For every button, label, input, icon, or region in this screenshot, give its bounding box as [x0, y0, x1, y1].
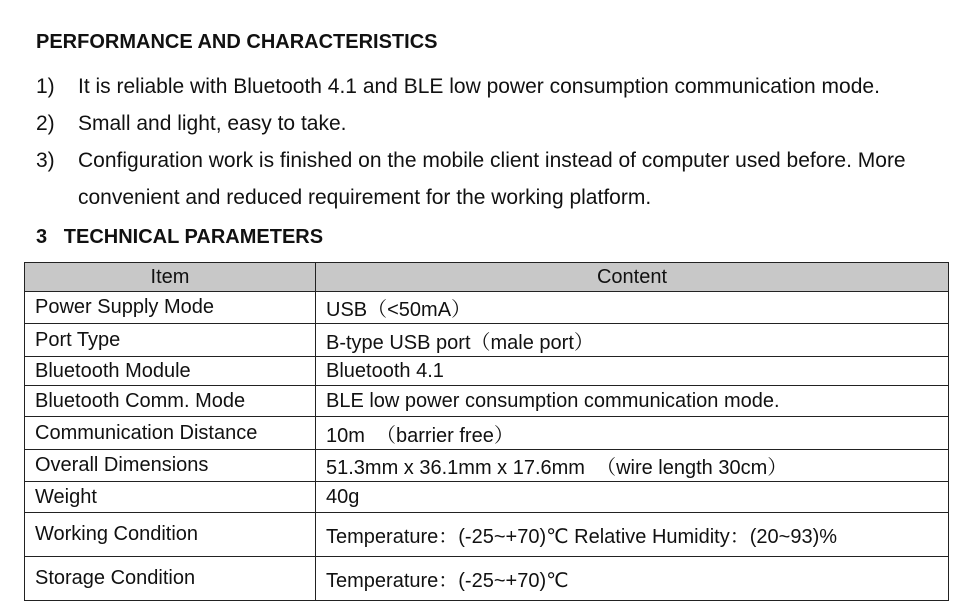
column-header-content: Content — [316, 263, 949, 292]
table-row — [25, 417, 949, 450]
table-row — [25, 386, 949, 417]
column-header-item: Item — [25, 263, 316, 292]
table-cell-item: Communication Distance — [25, 417, 316, 450]
table-cell-content: Bluetooth 4.1 — [316, 357, 949, 386]
table-cell-content: 40g — [316, 482, 949, 513]
list-item — [36, 105, 346, 142]
list-item — [36, 142, 906, 216]
performance-heading: PERFORMANCE AND CHARACTERISTICS — [36, 31, 438, 53]
list-item-line: Configuration work is finished on the mobile client instead of computer used before. More — [78, 149, 906, 172]
table-cell-item: Bluetooth Comm. Mode — [25, 386, 316, 417]
list-item-text — [78, 142, 906, 216]
table-cell-content: Temperature：(-25~+70)℃ Relative Humidity：(20~93)% — [316, 513, 949, 557]
table-cell-item: Overall Dimensions — [25, 450, 316, 482]
table-row — [25, 324, 949, 357]
table-cell-content: BLE low power consumption communication mode. — [316, 386, 949, 417]
list-item-text — [78, 68, 880, 105]
list-item-number: 1) — [36, 75, 55, 98]
table-cell-item: Working Condition — [25, 513, 316, 557]
table-cell-content: Temperature：(-25~+70)℃ — [316, 557, 949, 601]
parameters-table — [24, 262, 949, 601]
table-row — [25, 513, 949, 557]
list-item-line: convenient and reduced requirement for the working platform. — [78, 186, 652, 209]
list-item-line: Small and light, easy to take. — [78, 112, 347, 135]
list-item-text — [78, 105, 346, 142]
table-cell-item: Storage Condition — [25, 557, 316, 601]
table-cell-item: Port Type — [25, 324, 316, 357]
table-cell-item: Bluetooth Module — [25, 357, 316, 386]
table-row — [25, 482, 949, 513]
list-item — [36, 68, 880, 105]
list-item-line: It is reliable with Bluetooth 4.1 and BLE low power consumption communication mode. — [78, 75, 880, 98]
table-header-row — [25, 263, 949, 292]
technical-heading: 3 TECHNICAL PARAMETERS — [36, 226, 324, 248]
table-cell-content: USB（<50mA） — [316, 292, 949, 324]
table-row — [25, 557, 949, 601]
table-row — [25, 450, 949, 482]
table-cell-item: Weight — [25, 482, 316, 513]
table-row — [25, 292, 949, 324]
list-item-number: 3) — [36, 149, 55, 172]
table-cell-content: 51.3mm x 36.1mm x 17.6mm （wire length 30cm） — [316, 450, 949, 482]
table-row — [25, 357, 949, 386]
table-cell-content: B-type USB port（male port） — [316, 324, 949, 357]
table-cell-content: 10m （barrier free） — [316, 417, 949, 450]
table-cell-item: Power Supply Mode — [25, 292, 316, 324]
list-item-number: 2) — [36, 112, 55, 135]
